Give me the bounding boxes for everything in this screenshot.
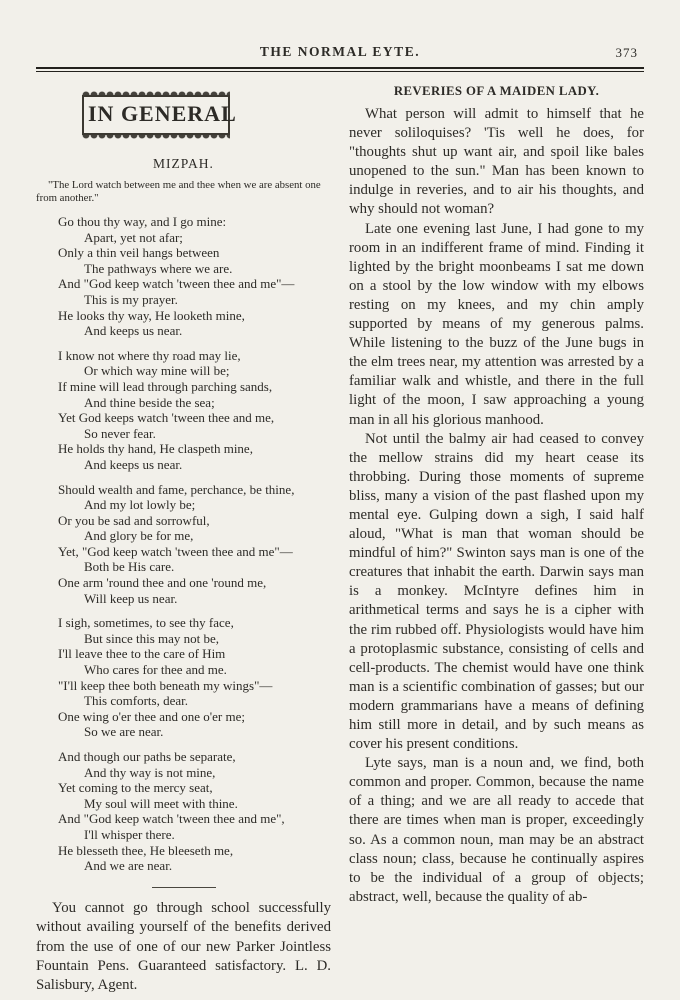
section-title: IN GENERAL <box>82 95 230 135</box>
poem-line: Go thou thy way, and I go mine: <box>58 214 227 229</box>
poem-line: Will keep us near. <box>84 590 178 606</box>
poem-line: I'll leave thee to the care of Him <box>58 646 226 662</box>
poem-line: But since this may not be, <box>84 630 220 646</box>
article-body <box>349 105 644 907</box>
poem-line: He blesseth thee, He bleeseth me, <box>58 842 234 858</box>
poem-line: And "God keep watch 'tween thee and me"— <box>58 276 295 292</box>
poem-line: So never fear. <box>84 425 156 441</box>
poem-line: Yet God keeps watch 'tween thee and me, <box>58 410 275 426</box>
poem-line: Apart, yet not afar; <box>84 229 183 245</box>
poem-stanza <box>58 482 331 607</box>
poem-stanza <box>58 749 331 874</box>
poem-stanza <box>58 615 331 740</box>
poem-line: And "God keep watch 'tween thee and me", <box>58 811 285 827</box>
poem-line: He looks thy way, He looketh mine, <box>58 307 245 323</box>
poem-epigraph: "The Lord watch between me and thee when we are absent one from another." <box>36 179 321 204</box>
poem-line: He holds thy hand, He claspeth mine, <box>58 441 253 457</box>
poem-line: This comforts, dear. <box>84 693 188 709</box>
poem-line: So we are near. <box>84 724 164 740</box>
article-paragraph: Late one evening last June, I had gone to my room in an indifferent frame of mind. Finding it lighted by the bright moonbeams I sat me down on a stool by the low window with my elbows resting on my knees, and my chin amply supported by means of my generous palms. While listening to the buzz of the June bugs in the elm trees near, my attention was arrested by a familiar walk and whistle, and there in the full light of the moon, I saw approaching a young man in all his glorious manhood. <box>349 220 644 428</box>
scallop-ornament-bottom <box>82 135 230 144</box>
poem-line: "I'll keep thee both beneath my wings"— <box>58 677 273 693</box>
header-rule <box>36 67 644 72</box>
in-general-box <box>82 86 237 144</box>
article-paragraph: Not until the balmy air had ceased to convey the mellow strains did my heart cease its throbbing. During those moments of supreme bliss, many a vision of the past flashed upon my mental eye. Gulping down a sigh, I said half aloud, "What is man that woman should be mindful of him?" Swinton says man is one of the creatures that inhabit the earth. Darwin says man is a monkey. McIntyre defines him in arithmetical terms and says he is a cipher with the rim rubbed off. Physiologists would have him a protoplasmic substance, consisting of cells and cell-products. The chemist would have one think man is a scientific combination of gasses; but our modern grammarians have a means of defining him still more in detail, and by such means as cover his present conditions. <box>349 430 644 753</box>
poem-line: And my lot lowly be; <box>84 497 196 513</box>
poem-line: And though our paths be separate, <box>58 749 236 764</box>
poem-line: And thine beside the sea; <box>84 394 215 410</box>
poem-line: Yet, "God keep watch 'tween thee and me"— <box>58 543 293 559</box>
poem-line: I know not where thy road may lie, <box>58 347 241 363</box>
two-column-layout <box>36 84 644 996</box>
poem-line: Should wealth and fame, perchance, be thine, <box>58 481 295 497</box>
poem-title: MIZPAH. <box>153 156 214 171</box>
poem-line: And we are near. <box>84 858 173 874</box>
page-number: 373 <box>615 45 638 60</box>
poem-line: And keeps us near. <box>84 456 183 472</box>
poem-line: And glory be for me, <box>84 528 194 544</box>
advertisement-text: You cannot go through school successfully without availing yourself of the benefits derived from the use of one of our new Parker Jointless Fountain Pens. Guaranteed satisfactory. L. D. Salisbury, Agent. <box>36 899 331 994</box>
poem-line: And thy way is not mine, <box>84 764 216 780</box>
poem-stanza <box>58 348 331 473</box>
article-paragraph: What person will admit to himself that he never soliloquises? 'Tis well he does, for "thoughts shut up want air, and spoil like bales unopened to the sun." Man has been known to indulge in reveries, and to air his thoughts, and why should not woman? <box>349 106 644 218</box>
poem-body <box>58 214 331 874</box>
poem-line: Who cares for thee and me. <box>84 662 227 678</box>
poem-line: One wing o'er thee and one o'er me; <box>58 708 245 724</box>
page-header <box>36 44 644 62</box>
poem-line: I'll whisper there. <box>84 826 175 842</box>
scallop-ornament-top <box>82 86 230 95</box>
poem-line: Or you be sad and sorrowful, <box>58 512 210 528</box>
poem-stanza <box>58 214 331 339</box>
poem-line: I sigh, sometimes, to see thy face, <box>58 615 234 631</box>
poem-line: Both be His care. <box>84 559 175 575</box>
poem-line: Only a thin veil hangs between <box>58 245 220 261</box>
poem-line: One arm 'round thee and one 'round me, <box>58 575 267 591</box>
poem-line: Or which way mine will be; <box>84 363 230 379</box>
poem-line: And keeps us near. <box>84 323 183 339</box>
article-paragraph: Lyte says, man is a noun and, we find, both common and proper. Common, because the name of a thing; and we are all ready to accede that there are times when man is proper, exceedingly so. As a common noun, man may be an abstract class noun; class, because he continually aspires to be the individual of a group of objects; abstract, well, because the quality of ab- <box>349 755 644 905</box>
poem-line: My soul will meet with thine. <box>84 795 238 811</box>
right-column <box>349 84 644 996</box>
poem-line: This is my prayer. <box>84 291 178 307</box>
poem-line: The pathways where we are. <box>84 260 233 276</box>
poem-line: If mine will lead through parching sands, <box>58 378 273 394</box>
section-divider <box>152 887 216 888</box>
article-title: REVERIES OF A MAIDEN LADY. <box>393 84 600 98</box>
publication-title: THE NORMAL EYTE. <box>259 44 421 59</box>
poem-line: Yet coming to the mercy seat, <box>58 780 213 796</box>
left-column <box>36 84 331 996</box>
